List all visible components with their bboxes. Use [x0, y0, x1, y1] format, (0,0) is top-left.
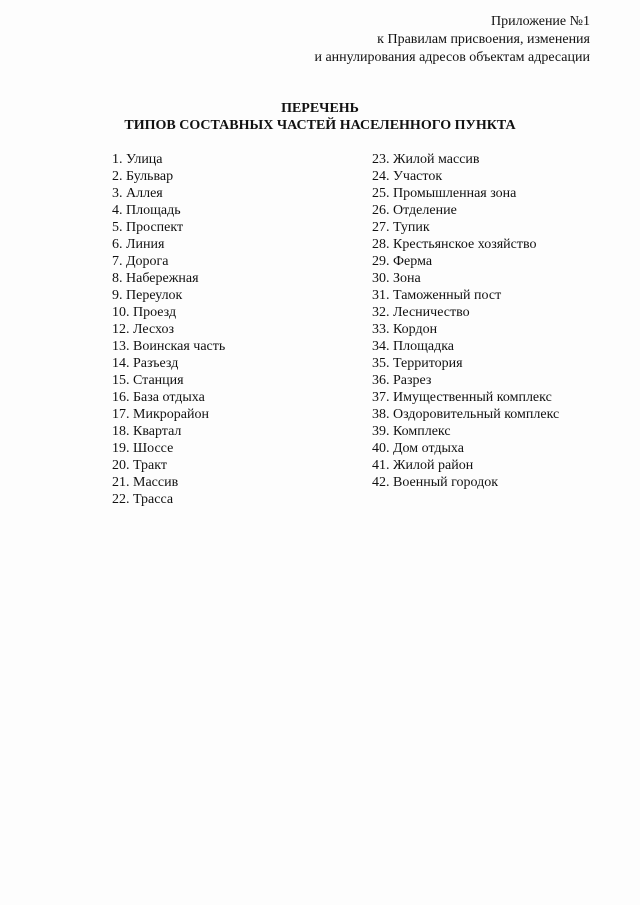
list-item: 7. Дорога	[112, 254, 169, 269]
list-item: 33. Кордон	[372, 322, 438, 337]
list-item: 29. Ферма	[372, 254, 433, 269]
title-line-1: ПЕРЕЧЕНЬ	[281, 101, 359, 116]
list-item: 34. Площадка	[372, 339, 455, 354]
list-item: 17. Микрорайон	[112, 407, 209, 422]
annex-header	[314, 13, 590, 67]
title-line-2: ТИПОВ СОСТАВНЫХ ЧАСТЕЙ НАСЕЛЕННОГО ПУНКТА	[124, 118, 516, 133]
list-item: 10. Проезд	[112, 305, 177, 320]
list-item: 39. Комплекс	[372, 424, 451, 439]
annex-number: Приложение №1	[491, 14, 590, 29]
list-item: 20. Тракт	[112, 458, 167, 473]
list-item: 5. Проспект	[112, 220, 184, 235]
list-item: 16. База отдыха	[112, 390, 205, 405]
list-item: 13. Воинская часть	[112, 339, 226, 354]
list-item: 31. Таможенный пост	[372, 288, 502, 303]
list-item: 38. Оздоровительный комплекс	[372, 407, 560, 422]
list-item: 26. Отделение	[372, 203, 457, 218]
list-item: 12. Лесхоз	[112, 322, 174, 337]
list-item: 30. Зона	[372, 271, 421, 286]
list-item: 8. Набережная	[112, 271, 199, 286]
list-item: 23. Жилой массив	[372, 152, 480, 167]
list-item: 27. Тупик	[372, 220, 430, 235]
list-item: 14. Разъезд	[112, 356, 179, 371]
list-item: 1. Улица	[112, 152, 163, 167]
list-item: 32. Лесничество	[372, 305, 470, 320]
types-list-right-column	[372, 151, 559, 491]
list-item: 37. Имущественный комплекс	[372, 390, 552, 405]
list-item: 6. Линия	[112, 237, 165, 252]
list-item: 18. Квартал	[112, 424, 182, 439]
list-item: 22. Трасса	[112, 492, 174, 507]
list-item: 3. Аллея	[112, 186, 163, 201]
types-list-left-column	[112, 151, 225, 508]
list-item: 25. Промышленная зона	[372, 186, 517, 201]
list-item: 9. Переулок	[112, 288, 183, 303]
list-item: 21. Массив	[112, 475, 179, 490]
document-title	[0, 100, 640, 134]
list-item: 19. Шоссе	[112, 441, 174, 456]
annex-reference-line-2: и аннулирования адресов объектам адресации	[314, 50, 590, 65]
annex-reference-line-1: к Правилам присвоения, изменения	[377, 32, 590, 47]
list-item: 36. Разрез	[372, 373, 432, 388]
list-item: 28. Крестьянское хозяйство	[372, 237, 537, 252]
list-item: 42. Военный городок	[372, 475, 499, 490]
list-item: 40. Дом отдыха	[372, 441, 464, 456]
list-item: 35. Территория	[372, 356, 463, 371]
list-item: 4. Площадь	[112, 203, 181, 218]
list-item: 15. Станция	[112, 373, 184, 388]
list-item: 24. Участок	[372, 169, 443, 184]
list-item: 41. Жилой район	[372, 458, 474, 473]
list-item: 2. Бульвар	[112, 169, 174, 184]
